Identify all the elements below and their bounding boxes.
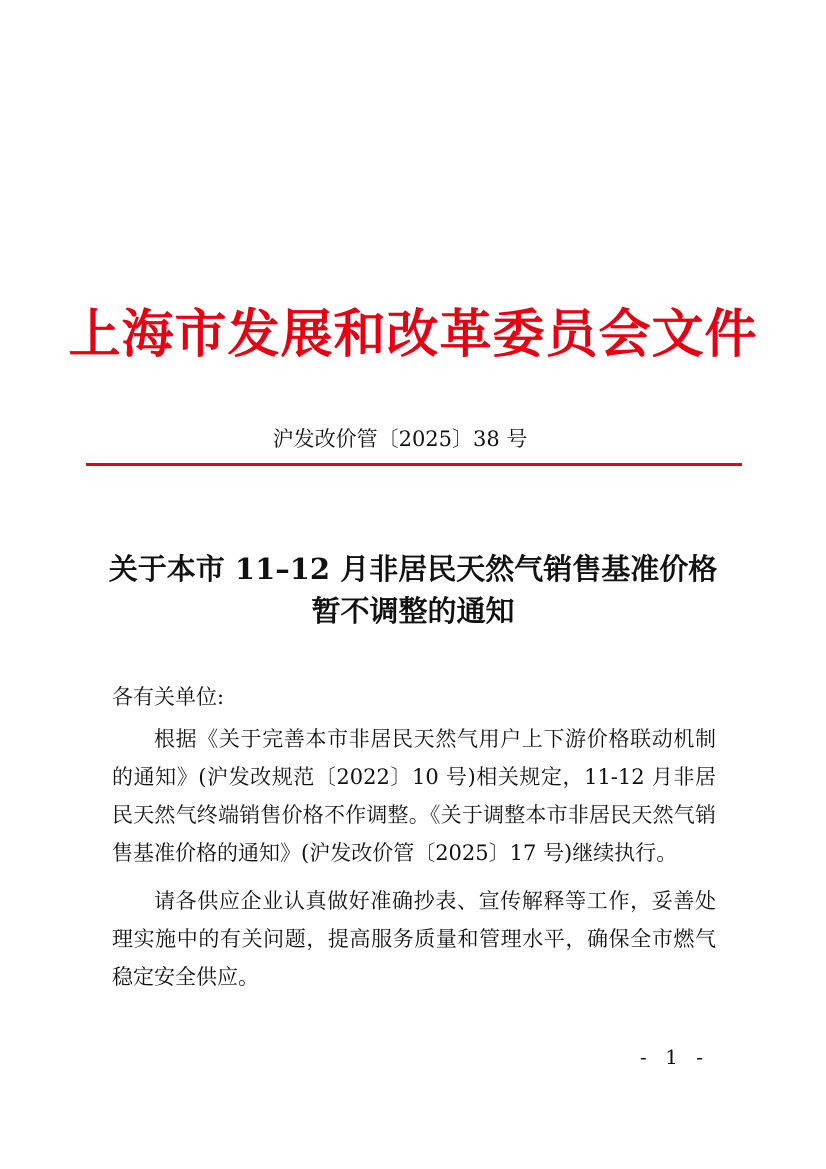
body-paragraph-1: 根据《关于完善本市非居民天然气用户上下游价格联动机制的通知》(沪发改规范〔2022〕10 号)相关规定，11-12 月非居民天然气终端销售价格不作调整。《关于调整本市非居民天然气销售基准价格的通知》(沪发改价管〔2025〕17 号)继续执行。 [112,727,716,865]
document-number: 沪发改价管〔2025〕38 号 [272,427,528,451]
notice-title-line-2: 暂不调整的通知 [311,594,515,628]
body-paragraph-2: 请各供应企业认真做好准确抄表、宣传解释等工作，妥善处理实施中的有关问题，提高服务质量和管理水平，确保全市燃气稳定安全供应。 [112,889,716,989]
notice-title [0,548,826,632]
salutation: 各有关单位: [112,685,225,709]
masthead-title: 上海市发展和改革委员会文件 [68,304,758,365]
red-divider [86,463,742,466]
notice-title-line-1: 关于本市 11–12 月非居民天然气销售基准价格 [108,552,718,586]
page-number: - 1 - [640,1045,709,1069]
